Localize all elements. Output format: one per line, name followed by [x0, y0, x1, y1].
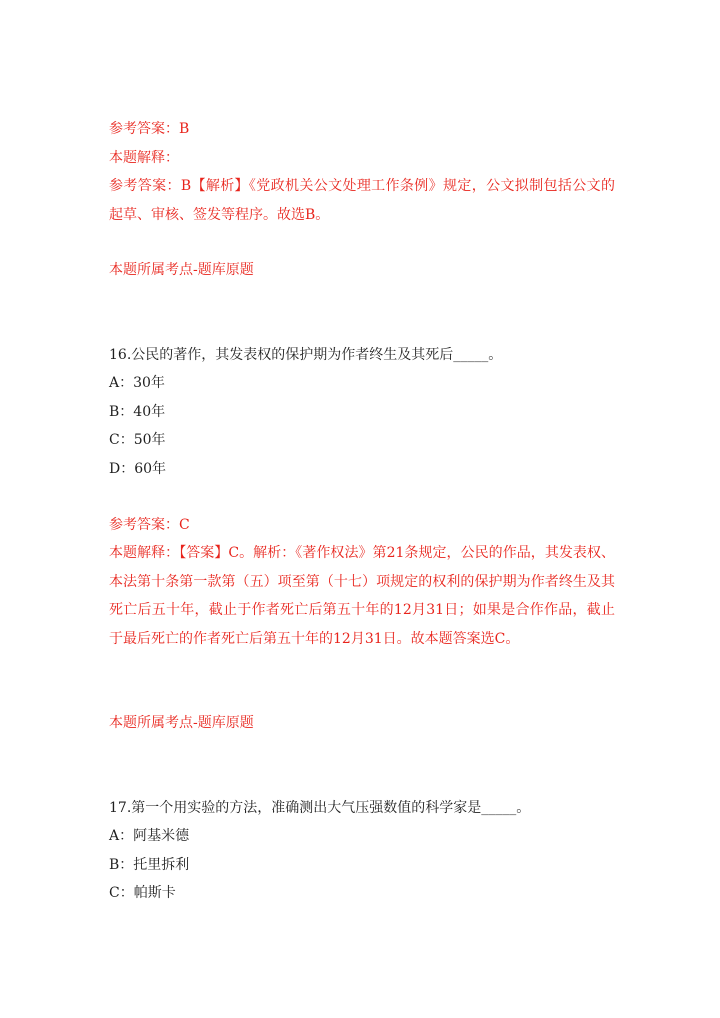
- option-d: D：60年: [109, 461, 167, 477]
- option-c: C：帕斯卡: [109, 885, 176, 901]
- explanation-text: 本题解释：【答案】C。解析：《著作权法》第21条规定，公民的作品，其发表权、本法第十条第一款第（五）项至第（十七）项规定的权利的保护期为作者终生及其死亡后五十年，截止于作者死亡后第五十年的12月31日；如果是合作作品，截止于最后死亡的作者死亡后第五十年的12月31日。故本题答案选C。: [109, 545, 615, 647]
- option-b: B：40年: [109, 404, 166, 420]
- source-note: 本题所属考点-题库原题: [109, 715, 254, 731]
- source-note: 本题所属考点-题库原题: [109, 262, 254, 278]
- option-a: A：30年: [109, 375, 165, 391]
- answer-line: 参考答案：B: [109, 121, 190, 137]
- question-stem: 17.第一个用实验的方法，准确测出大气压强数值的科学家是_____。: [109, 800, 531, 816]
- explanation-heading: 本题解释：: [109, 150, 179, 166]
- explanation-text: 参考答案：B【解析】《党政机关公文处理工作条例》规定，公文拟制包括公文的起草、审核、签发等程序。故选B。: [109, 178, 615, 223]
- answer-line: 参考答案：C: [109, 517, 190, 533]
- option-c: C：50年: [109, 432, 166, 448]
- question-stem: 16.公民的著作，其发表权的保护期为作者终生及其死后_____。: [109, 347, 503, 363]
- option-a: A：阿基米德: [109, 828, 190, 844]
- option-b: B：托里拆利: [109, 857, 190, 873]
